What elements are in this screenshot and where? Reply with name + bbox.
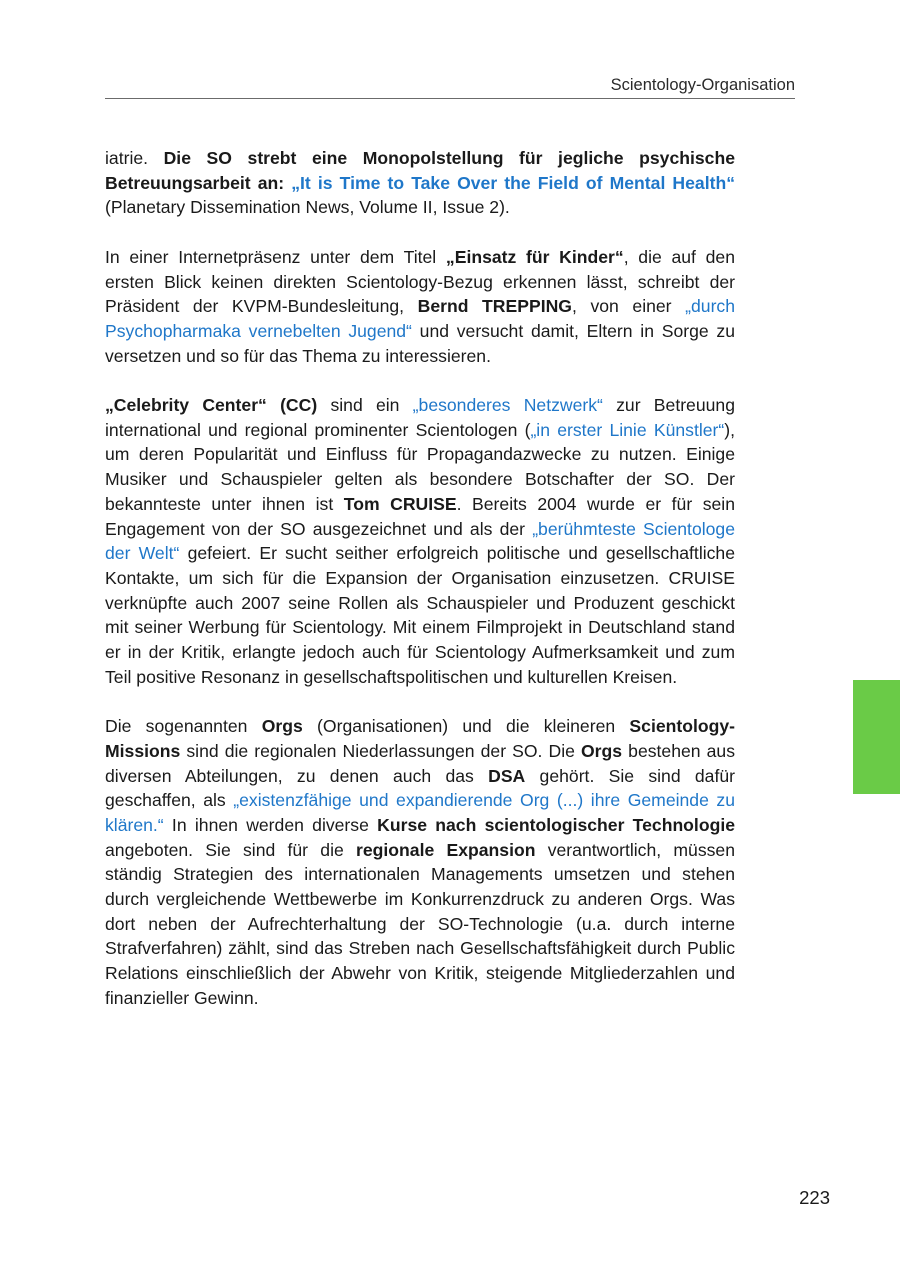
text-segment: sind die regionalen Niederlassungen der SO. Die xyxy=(180,740,581,761)
quote-segment: „durch Psychopharmaka vernebelten Jugend“ xyxy=(105,296,736,341)
text-segment: (Planetary Dissemination News, Volume II, Issue 2). xyxy=(105,197,510,218)
text-segment: , die auf den ersten Blick keinen direkten Scientology-Bezug erkennen lässt, schreibt der Präsident der KVPM-Bundesleitung, xyxy=(105,246,735,317)
quote-segment: „berühmteste Scientologe der Welt“ xyxy=(105,518,735,564)
text-segment: iatrie. xyxy=(105,148,164,168)
text-segment: In einer Internetpräsenz unter dem Titel xyxy=(105,246,446,267)
text-segment: Die sogenannten xyxy=(105,716,262,737)
quote-segment: „existenzfähige und expandierende Org (...) ihre Gemeinde zu klären.“ xyxy=(105,790,736,835)
bold-segment: Orgs xyxy=(261,716,303,737)
bold-segment: Kurse nach scientologischer Technologie xyxy=(377,814,735,835)
paragraph-orgs xyxy=(105,714,735,1010)
text-segment: bestehen aus diversen Abteilungen, zu denen auch das xyxy=(105,740,735,786)
text-segment: ), um deren Popularität und Einfluss für Propagandazwecke zu nutzen. Einige Musiker und Schauspieler gelten als besondere Botschafter der SO. Der bekannteste unter ihnen ist xyxy=(105,419,735,514)
text-segment: angeboten. Sie sind für die xyxy=(105,839,357,860)
text-segment: und versucht damit, Eltern in Sorge zu versetzen und so für das Thema zu interessieren. xyxy=(105,320,735,366)
paragraph-mental-health xyxy=(105,146,735,220)
bold-segment: „Einsatz für Kinder“ xyxy=(445,246,624,267)
bold-segment: Orgs xyxy=(581,740,623,761)
bold-segment: Die SO strebt eine Monopolstellung für jegliche psychische Betreuungsarbeit an: xyxy=(105,148,735,193)
text-segment: zur Betreuung international und regional prominenter Scientologen ( xyxy=(105,395,735,440)
paragraph-celebrity-center xyxy=(105,393,735,689)
bold-segment: Scientology-Missions xyxy=(105,716,735,761)
bold-segment: Tom CRUISE xyxy=(343,493,457,514)
body-text xyxy=(105,146,735,1035)
text-segment: sind ein xyxy=(317,395,413,415)
chapter-tab-marker xyxy=(853,680,900,794)
bold-segment: Bernd TREPPING xyxy=(417,296,572,317)
paragraph-einsatz-fuer-kinder xyxy=(105,245,735,369)
text-segment: verantwortlich, müssen ständig Strategien des internationalen Managements umsetzen und stehen durch vergleichende Wettbewerbe im Konkurrenzdruck zu anderen Orgs. Was dort neben der Aufrechterhaltung der SO-Technologie (u.a. durch interne Strafverfahren) zählt, sind das Streben nach Gesellschaftsfähigkeit durch Public Relations einschließlich der Abwehr von Kritik, steigende Mitgliederzahlen und finanzieller Gewinn. xyxy=(105,839,735,1008)
quote-segment: „It is Time to Take Over the Field of Mental Health“ xyxy=(291,172,735,193)
text-segment: , von einer xyxy=(572,296,686,317)
quote-segment: „in erster Linie Künstler“ xyxy=(530,419,725,440)
text-segment: (Organisationen) und die kleineren xyxy=(302,716,630,737)
text-segment: In ihnen werden diverse xyxy=(163,814,378,835)
text-segment: gehört. Sie sind dafür geschaffen, als xyxy=(105,765,735,811)
text-segment: gefeiert. Er sucht seither erfolgreich politische und gesellschaftliche Kontakte, um sich für die Expansion der Organisation einzusetzen. CRUISE verknüpfte auch 2007 seine Rollen als Schauspieler und Produzent geschickt mit seiner Werbung für Scientology. Mit einem Filmprojekt in Deutschland stand er in der Kritik, erlangte jedoch auch für Scientology Aufmerksamkeit und zum Teil positive Resonanz in gesellschaftspolitischen und kulturellen Kreisen. xyxy=(105,543,735,687)
bold-segment: „Celebrity Center“ (CC) xyxy=(105,395,318,415)
running-header xyxy=(105,74,795,99)
quote-segment: „besonderes Netzwerk“ xyxy=(412,395,603,415)
page-number: 223 xyxy=(799,1187,830,1208)
text-segment: . Bereits 2004 wurde er für sein Engagement von der SO ausgezeichnet und als der xyxy=(105,493,735,539)
bold-segment: DSA xyxy=(488,765,526,786)
running-header-title: Scientology-Organisation xyxy=(610,76,795,94)
bold-segment: regionale Expansion xyxy=(356,839,536,860)
